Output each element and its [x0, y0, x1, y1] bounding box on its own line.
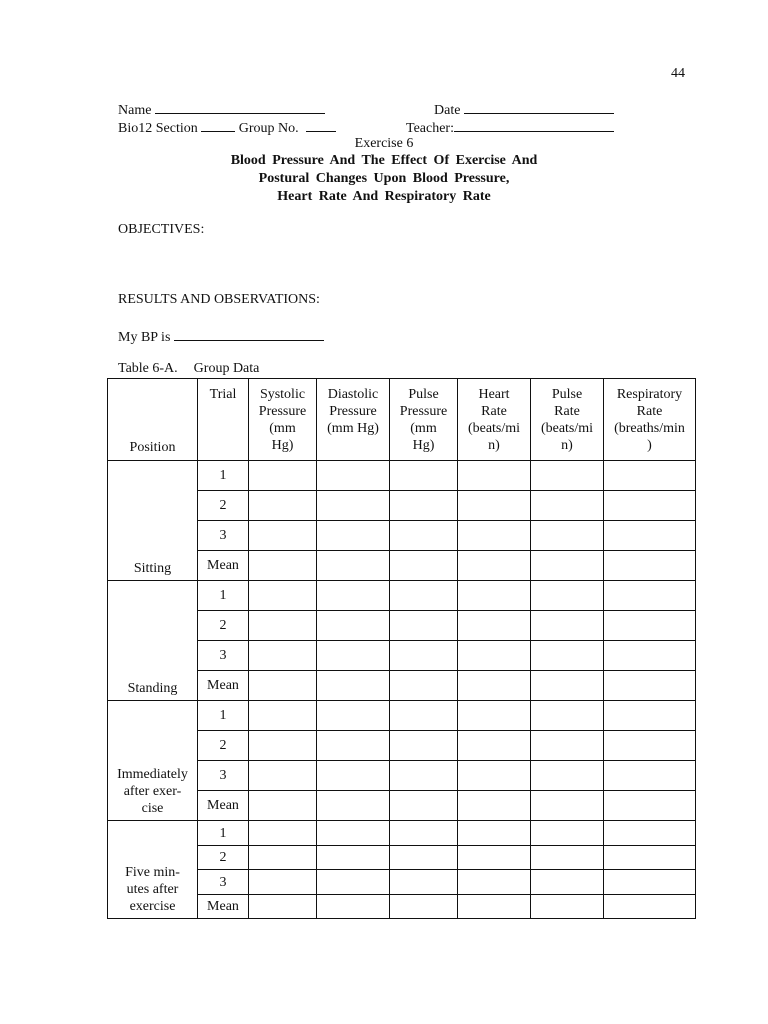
systolic-cell[interactable]	[249, 611, 317, 641]
heart-rate-cell[interactable]	[458, 611, 531, 641]
table-body	[108, 461, 696, 919]
pulse-rate-cell[interactable]	[531, 895, 604, 919]
pulse-rate-cell[interactable]	[531, 701, 604, 731]
page-number: 44	[671, 66, 685, 81]
table-row	[108, 821, 696, 846]
diastolic-cell[interactable]	[317, 846, 390, 870]
section-line	[118, 118, 336, 137]
respiratory-rate-cell[interactable]	[604, 491, 696, 521]
title-line-3: Heart Rate And Respiratory Rate	[277, 189, 491, 204]
diastolic-cell[interactable]	[317, 870, 390, 895]
systolic-cell[interactable]	[249, 731, 317, 761]
teacher-line	[406, 118, 614, 137]
respiratory-rate-cell[interactable]	[604, 671, 696, 701]
table-caption	[118, 361, 259, 377]
pulse-rate-cell[interactable]	[531, 870, 604, 895]
group-blank[interactable]	[306, 118, 336, 132]
position-cell: Standing	[108, 581, 198, 701]
pulse-rate-cell[interactable]	[531, 791, 604, 821]
respiratory-rate-cell[interactable]	[604, 551, 696, 581]
heart-rate-cell[interactable]	[458, 761, 531, 791]
header-respiratory-rate: Respiratory Rate (breaths/min )	[604, 379, 696, 461]
diastolic-cell[interactable]	[317, 791, 390, 821]
position-cell: Five min- utes after exercise	[108, 821, 198, 919]
my-bp-blank[interactable]	[174, 327, 324, 341]
heart-rate-cell[interactable]	[458, 846, 531, 870]
pulse-rate-cell[interactable]	[531, 821, 604, 846]
trial-cell: 3	[198, 761, 249, 791]
trial-cell: Mean	[198, 791, 249, 821]
heart-rate-cell[interactable]	[458, 895, 531, 919]
heart-rate-cell[interactable]	[458, 870, 531, 895]
systolic-cell[interactable]	[249, 521, 317, 551]
heart-rate-cell[interactable]	[458, 521, 531, 551]
respiratory-rate-cell[interactable]	[604, 461, 696, 491]
respiratory-rate-cell[interactable]	[604, 581, 696, 611]
respiratory-rate-cell[interactable]	[604, 611, 696, 641]
pulse-rate-cell[interactable]	[531, 521, 604, 551]
systolic-cell[interactable]	[249, 870, 317, 895]
table-row	[108, 461, 696, 491]
systolic-cell[interactable]	[249, 701, 317, 731]
heart-rate-cell[interactable]	[458, 551, 531, 581]
table-row	[108, 581, 696, 611]
diastolic-cell[interactable]	[317, 611, 390, 641]
position-cell: Sitting	[108, 461, 198, 581]
diastolic-cell[interactable]	[317, 671, 390, 701]
heart-rate-cell[interactable]	[458, 701, 531, 731]
pulse-pressure-cell[interactable]	[390, 821, 458, 846]
pulse-pressure-cell[interactable]	[390, 761, 458, 791]
trial-cell: 1	[198, 461, 249, 491]
systolic-cell[interactable]	[249, 671, 317, 701]
header-diastolic-pressure: Diastolic Pressure (mm Hg)	[317, 379, 390, 461]
heart-rate-cell[interactable]	[458, 641, 531, 671]
header-trial: Trial	[198, 379, 249, 461]
teacher-label: Teacher:	[406, 121, 454, 136]
respiratory-rate-cell[interactable]	[604, 821, 696, 846]
header-pulse-pressure: Pulse Pressure (mm Hg)	[390, 379, 458, 461]
name-line	[118, 100, 325, 119]
heart-rate-cell[interactable]	[458, 461, 531, 491]
trial-cell: 1	[198, 581, 249, 611]
respiratory-rate-cell[interactable]	[604, 761, 696, 791]
pulse-rate-cell[interactable]	[531, 761, 604, 791]
table-header-row	[108, 379, 696, 461]
respiratory-rate-cell[interactable]	[604, 521, 696, 551]
teacher-blank[interactable]	[454, 118, 614, 132]
position-cell: Immediately after exer- cise	[108, 701, 198, 821]
heart-rate-cell[interactable]	[458, 821, 531, 846]
systolic-cell[interactable]	[249, 641, 317, 671]
diastolic-cell[interactable]	[317, 581, 390, 611]
heart-rate-cell[interactable]	[458, 491, 531, 521]
systolic-cell[interactable]	[249, 821, 317, 846]
diastolic-cell[interactable]	[317, 641, 390, 671]
pulse-pressure-cell[interactable]	[390, 870, 458, 895]
pulse-pressure-cell[interactable]	[390, 461, 458, 491]
date-label: Date	[434, 103, 461, 118]
respiratory-rate-cell[interactable]	[604, 641, 696, 671]
trial-cell: 2	[198, 491, 249, 521]
title-line-2: Postural Changes Upon Blood Pressure,	[258, 171, 510, 186]
trial-cell: 3	[198, 870, 249, 895]
pulse-pressure-cell[interactable]	[390, 701, 458, 731]
systolic-cell[interactable]	[249, 791, 317, 821]
trial-cell: 3	[198, 641, 249, 671]
results-heading: RESULTS AND OBSERVATIONS:	[118, 292, 320, 307]
header-pulse-rate: Pulse Rate (beats/mi n)	[531, 379, 604, 461]
heart-rate-cell[interactable]	[458, 731, 531, 761]
pulse-pressure-cell[interactable]	[390, 895, 458, 919]
respiratory-rate-cell[interactable]	[604, 791, 696, 821]
trial-cell: 1	[198, 701, 249, 731]
diastolic-cell[interactable]	[317, 895, 390, 919]
diastolic-cell[interactable]	[317, 701, 390, 731]
date-blank[interactable]	[464, 100, 614, 114]
diastolic-cell[interactable]	[317, 731, 390, 761]
title-line-1: Blood Pressure And The Effect Of Exercise And	[230, 153, 538, 168]
systolic-cell[interactable]	[249, 551, 317, 581]
pulse-pressure-cell[interactable]	[390, 521, 458, 551]
section-label: Bio12 Section	[118, 121, 198, 136]
pulse-rate-cell[interactable]	[531, 461, 604, 491]
name-blank[interactable]	[155, 100, 325, 114]
pulse-rate-cell[interactable]	[531, 551, 604, 581]
exercise-label: Exercise 6	[354, 136, 414, 151]
systolic-cell[interactable]	[249, 461, 317, 491]
trial-cell: 2	[198, 731, 249, 761]
systolic-cell[interactable]	[249, 491, 317, 521]
diastolic-cell[interactable]	[317, 761, 390, 791]
heart-rate-cell[interactable]	[458, 581, 531, 611]
respiratory-rate-cell[interactable]	[604, 846, 696, 870]
systolic-cell[interactable]	[249, 761, 317, 791]
header-systolic-pressure: Systolic Pressure (mm Hg)	[249, 379, 317, 461]
trial-cell: 1	[198, 821, 249, 846]
pulse-rate-cell[interactable]	[531, 641, 604, 671]
pulse-rate-cell[interactable]	[531, 611, 604, 641]
systolic-cell[interactable]	[249, 895, 317, 919]
trial-cell: Mean	[198, 671, 249, 701]
diastolic-cell[interactable]	[317, 551, 390, 581]
pulse-pressure-cell[interactable]	[390, 611, 458, 641]
heart-rate-cell[interactable]	[458, 671, 531, 701]
trial-cell: 3	[198, 521, 249, 551]
pulse-pressure-cell[interactable]	[390, 581, 458, 611]
pulse-rate-cell[interactable]	[531, 581, 604, 611]
trial-cell: 2	[198, 611, 249, 641]
group-data-table	[107, 378, 696, 919]
table-caption-title: Group Data	[193, 361, 260, 376]
my-bp-line	[118, 327, 324, 346]
table-caption-number: Table 6-A.	[118, 361, 178, 376]
pulse-rate-cell[interactable]	[531, 846, 604, 870]
objectives-heading: OBJECTIVES:	[118, 222, 205, 237]
trial-cell: 2	[198, 846, 249, 870]
respiratory-rate-cell[interactable]	[604, 731, 696, 761]
date-line	[434, 100, 614, 119]
table-row	[108, 701, 696, 731]
pulse-pressure-cell[interactable]	[390, 846, 458, 870]
trial-cell: Mean	[198, 551, 249, 581]
diastolic-cell[interactable]	[317, 821, 390, 846]
pulse-pressure-cell[interactable]	[390, 491, 458, 521]
pulse-pressure-cell[interactable]	[390, 551, 458, 581]
section-blank[interactable]	[201, 118, 235, 132]
diastolic-cell[interactable]	[317, 521, 390, 551]
pulse-rate-cell[interactable]	[531, 671, 604, 701]
diastolic-cell[interactable]	[317, 461, 390, 491]
trial-cell: Mean	[198, 895, 249, 919]
pulse-pressure-cell[interactable]	[390, 731, 458, 761]
systolic-cell[interactable]	[249, 846, 317, 870]
pulse-rate-cell[interactable]	[531, 491, 604, 521]
pulse-pressure-cell[interactable]	[390, 671, 458, 701]
systolic-cell[interactable]	[249, 581, 317, 611]
group-label: Group No.	[238, 121, 299, 136]
respiratory-rate-cell[interactable]	[604, 870, 696, 895]
my-bp-label: My BP is	[118, 330, 171, 345]
respiratory-rate-cell[interactable]	[604, 701, 696, 731]
respiratory-rate-cell[interactable]	[604, 895, 696, 919]
header-position: Position	[108, 379, 198, 461]
pulse-rate-cell[interactable]	[531, 731, 604, 761]
heart-rate-cell[interactable]	[458, 791, 531, 821]
name-label: Name	[118, 103, 152, 118]
diastolic-cell[interactable]	[317, 491, 390, 521]
pulse-pressure-cell[interactable]	[390, 641, 458, 671]
pulse-pressure-cell[interactable]	[390, 791, 458, 821]
header-heart-rate: Heart Rate (beats/mi n)	[458, 379, 531, 461]
